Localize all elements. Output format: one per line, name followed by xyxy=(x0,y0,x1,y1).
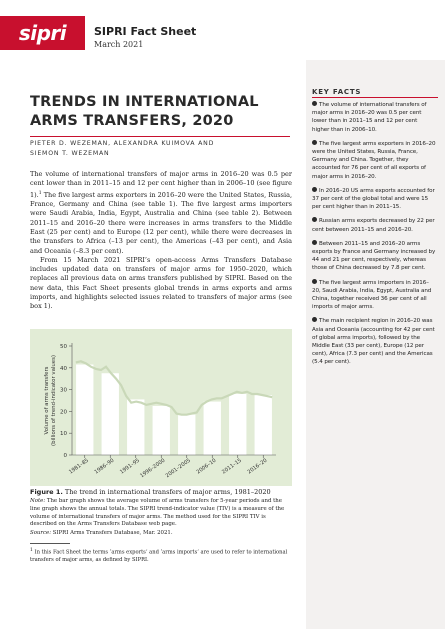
chart-x-tick-label: 2006–10 xyxy=(195,457,218,476)
authors-line-2: SIEMON T. WEZEMAN xyxy=(30,150,110,157)
footnote xyxy=(30,547,292,565)
chart-bar xyxy=(204,402,221,455)
key-facts-divider xyxy=(312,97,438,98)
chart-svg xyxy=(30,329,292,486)
footnote-ref[interactable]: 1 xyxy=(38,190,42,196)
page-title xyxy=(30,93,292,131)
source-text: SIPRI Arms Transfers Database, Mar. 2021. xyxy=(51,530,173,536)
chart-y-tick-label: 30 xyxy=(60,387,67,394)
key-fact-item xyxy=(312,279,436,312)
body-paragraph-2: From 15 March 2021 SIPRI’s open-access Arms Transfers Database includes updated data on transfers of major arms for 1950–2020, which replaces all previous data on arms transfers published by SIPRI. Based on the new data, this Fact Sheet presents global trends in arms exports and arms imports, and highlights selected issues related to transfers of major arms (see box 1). xyxy=(30,255,292,311)
key-fact-item xyxy=(312,101,436,134)
bullet-icon xyxy=(312,101,317,106)
chart-x-tick-label: 2011–15 xyxy=(221,457,243,476)
chart-bar xyxy=(178,415,195,455)
bullet-icon xyxy=(312,279,317,284)
chart-x-tick-label: 1996–2000 xyxy=(139,457,167,480)
key-facts-title: KEY FACTS xyxy=(312,88,362,96)
key-fact-item xyxy=(312,217,436,233)
key-fact-text: Between 2011–15 and 2016–20 arms exports by France and Germany increased by 44 and 21 per cent, respectively, whereas those of China decreased by 7.8 per cent. xyxy=(312,240,436,272)
chart-bar xyxy=(76,365,93,455)
key-fact-text: The main recipient region in 2016–20 was Asia and Oceania (accounting for 42 per cent of global arms imports), followed by the Middle East (33 per cent), Europe (12 per cent), Africa (7.3 per cent) and the Americas (5.4 per cent). xyxy=(312,318,435,366)
chart-y-tick-label: 50 xyxy=(60,344,67,350)
chart-x-tick-label: 2001–2005 xyxy=(164,457,192,480)
chart-x-tick-label: 1991–95 xyxy=(119,457,141,476)
chart-x-tick-label: 1986–90 xyxy=(93,457,116,476)
chart-x-tick-label: 2016–20 xyxy=(246,457,269,476)
key-fact-text: The five largest arms importers in 2016–20, Saudi Arabia, India, Egypt, Australia and China, together received 36 per cent of all imports of major arms. xyxy=(312,279,432,311)
key-fact-item xyxy=(312,187,436,212)
publication-date: March 2021 xyxy=(94,40,144,49)
key-fact-item xyxy=(312,240,436,273)
chart-bar xyxy=(255,395,272,455)
note-label: Note: xyxy=(30,498,46,504)
figure-caption-text: The trend in international transfers of major arms, 1981–2020 xyxy=(62,488,271,496)
chart-bar xyxy=(153,406,170,455)
figure-note xyxy=(30,498,292,529)
chart-x-tick-label: 1981–85 xyxy=(68,457,90,476)
bullet-icon xyxy=(312,187,317,192)
title-line-2: ARMS TRANSFERS, 2020 xyxy=(30,113,234,129)
title-divider xyxy=(30,136,290,137)
body-p1-part-a: The volume of international transfers of major arms in 2016–20 was 0.5 per cent lower than in 2011–15 and 12 per cent higher than in 2006–10 (see figure 1). xyxy=(30,170,292,199)
chart-y-tick-label: 10 xyxy=(60,431,67,438)
body-paragraph-1 xyxy=(30,170,292,256)
footnote-mark: 1 xyxy=(30,548,33,553)
key-fact-item xyxy=(312,317,436,366)
key-fact-text: The five largest arms exporters in 2016–20 were the United States, Russia, France, Germany and China. Together, they accounted for 76 per cent of all exports of major arms in 2016–20. xyxy=(312,140,436,180)
key-fact-text: Russian arms exports decreased by 22 per cent between 2011–15 and 2016–20. xyxy=(312,218,435,233)
authors-line-1: PIETER D. WEZEMAN, ALEXANDRA KUIMOVA AND xyxy=(30,140,215,147)
logo-text: sipri xyxy=(18,21,67,45)
key-fact-text: In 2016–20 US arms exports accounted for 37 per cent of the global total and were 15 per cent higher than in 2011–15. xyxy=(312,187,435,211)
authors xyxy=(30,139,292,159)
chart-y-tick-label: 40 xyxy=(60,365,67,372)
key-facts-list xyxy=(312,101,436,373)
key-fact-text: The volume of international transfers of major arms in 2016–20 was 0.5 per cent lower than in 2011–15 and 12 per cent higher than in 2006–10. xyxy=(312,102,427,133)
footnote-text: In this Fact Sheet the terms ‘arms exports’ and ‘arms imports’ are used to refer to international transfers of major arms, as defined by SIPRI. xyxy=(30,549,288,564)
key-fact-item xyxy=(312,140,436,181)
sipri-logo xyxy=(0,16,85,50)
source-label: Source: xyxy=(30,530,52,536)
chart-y-tick-label: 20 xyxy=(60,409,67,416)
figure-source xyxy=(30,530,292,538)
figure-label: Figure 1. xyxy=(30,488,63,496)
chart-bar xyxy=(127,399,144,455)
chart-y-axis-label: Volume of arms transfers xyxy=(44,366,50,435)
chart-bar xyxy=(102,373,119,455)
bullet-icon xyxy=(312,140,317,145)
chart-y-axis-label-units: (billions of trend-indicator values) xyxy=(51,354,57,447)
body-p1-part-b: The five largest arms exporters in 2016–20 were the United States, Russia, France, Germany and China (see table 1). The five largest arms importers were Saudi Arabia, India, Egypt, Australia and China (see table 2). Between 2011–15 and 2016–20 there were increases in arms transfers to the Middle East (25 per cent) and to Europe (12 per cent), while there were decreases in the transfers to Africa (–13 per cent), the Americas (–43 per cent), and Asia and Oceania (–8.3 per cent). xyxy=(30,190,293,255)
figure-1-chart xyxy=(30,329,292,486)
chart-bar xyxy=(229,394,246,455)
page-header xyxy=(0,0,445,62)
fact-sheet-label: SIPRI Fact Sheet xyxy=(94,25,197,38)
bullet-icon xyxy=(312,217,317,222)
bullet-icon xyxy=(312,317,317,322)
title-line-1: TRENDS IN INTERNATIONAL xyxy=(30,94,259,110)
bullet-icon xyxy=(312,240,317,245)
note-text: The bar graph shows the average volume of arms transfers for 5-year periods and the line graph shows the annual totals. The SIPRI trend-indicator value (TIV) is a measure of the volume of international transfers of major arms. The method used for the SIPRI TIV is described on the Arms Transfers Database web page. xyxy=(30,498,285,528)
body-text xyxy=(30,170,292,312)
figure-caption xyxy=(30,488,292,497)
chart-y-tick-label: 0 xyxy=(63,453,67,459)
footnote-divider xyxy=(30,543,70,544)
